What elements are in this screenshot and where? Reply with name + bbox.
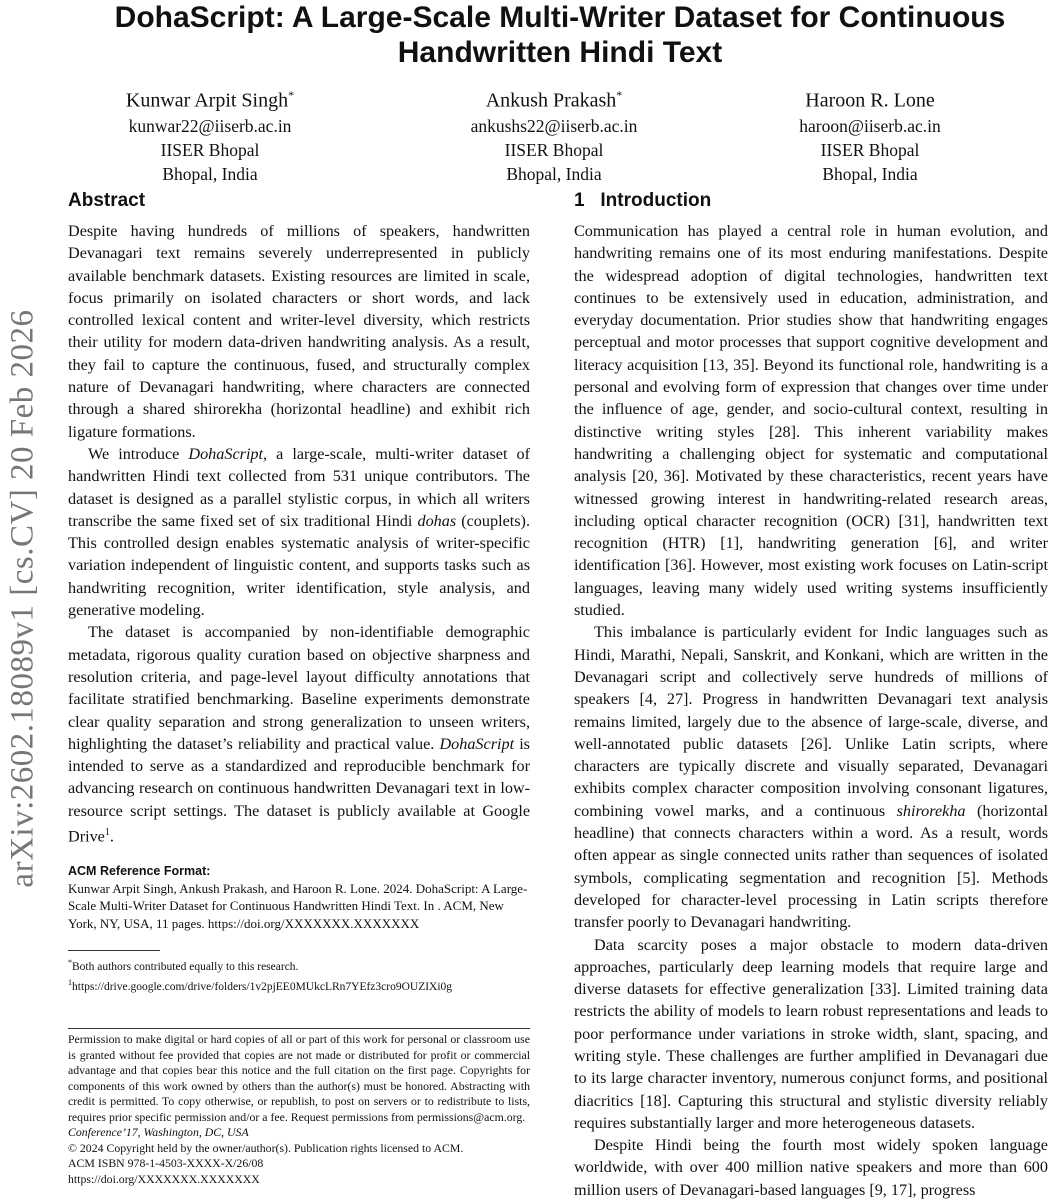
footnote-rule (68, 950, 160, 951)
author-name: Haroon R. Lone (805, 89, 935, 112)
author-name: Ankush Prakash (485, 89, 617, 112)
abstract-paragraph-3: The dataset is accompanied by non-identifiable demographic metadata, rigorous quality curation based on objective sharpness and resolution criteria, and page-level layout difficulty annotations that facilitate stratified benchmarking. Baseline experiments demonstrate clear quality separation and strong generalization to unseen writers, highlighting the dataset’s reliability and practical value. DohaScript is intended to serve as a standardized and reproducible benchmark for advancing research on continuous handwritten Devanagari text in low-resource script settings. The dataset is publicly available at Google Drive$^1$. (68, 623, 530, 846)
acm-reference-heading: ACM Reference Format: (68, 863, 211, 878)
intro-paragraph-4: Despite Hindi being the fourth most widely spoken language worldwide, with over 400 million native speakers and more than 600 million users of Devanagari-based languages [9, 17], progress (574, 1136, 1048, 1199)
copyright-line: © 2024 Copyright held by the owner/author(s). Publication rights licensed to ACM. (68, 1140, 464, 1155)
intro-paragraph-1: Communication has played a central role in human evolution, and handwriting remains one of its most enduring manifestations. Despite the widespread adoption of digital technologies, handwritten text continues to be extensively used in education, administration, and everyday documentation. Prior studies show that handwriting engages perceptual and motor processes that support cognitive development and literacy acquisition [13, 35]. Beyond its functional role, handwriting is a personal and evolving form of expression that changes over time under the influence of age, gender, and socio-cultural context, resulting in distinctive writing styles [28]. This inherent variability makes handwriting a challenging object for systematic and computational analysis [20, 36]. Motivated by these characteristics, recent years have witnessed growing interest in handwriting-related research areas, including optical character recognition (OCR) [31], handwritten text recognition (HTR) [1], handwriting generation [6], and writer identification [36]. However, most existing work focuses on Latin-script languages, leaving many widely used writing systems insufficiently studied. (574, 222, 1048, 620)
abstract-heading: Abstract (68, 190, 146, 211)
arxiv-identifier: arXiv:2602.18089v1 [cs.CV] 20 Feb 2026 (4, 308, 41, 888)
isbn-line: ACM ISBN 978-1-4503-XXXX-X/26/08 (68, 1156, 264, 1170)
footnote-1: *Both authors contributed equally to this research. (68, 958, 299, 973)
intro-paragraph-3: Data scarcity poses a major obstacle to modern data-driven approaches, particularly deep learning models that require large and diverse datasets for effective generalization [33]. Limited training data restricts the ability of models to learn robust representations and leads to poor performance under variations in stroke width, slant, spacing, and writing style. These challenges are further amplified in Devanagari due to its large character inventory, numerous conjunct forms, and positional diacritics [18]. Capturing this structural and stylistic diversity reliably requires substantially larger and more heterogeneous datasets. (574, 935, 1048, 1132)
author-1 (60, 82, 360, 186)
acm-reference-text: Kunwar Arpit Singh, Ankush Prakash, and Haroon R. Lone. 2024. DohaScript: A Large-Scale Multi-Writer Dataset for Continuous Handwritten Hindi Text. In . ACM, New York, NY, USA, 11 pages. https://doi.org/XXXXXXX.XXXXXXX (68, 880, 528, 931)
introduction-heading: 1 Introduction (574, 190, 712, 211)
author-location: Bhopal, India (162, 163, 258, 184)
equal-contribution-mark: * (288, 88, 295, 102)
author-name: Kunwar Arpit Singh (125, 89, 289, 112)
abstract-paragraph-2: We introduce DohaScript, a large-scale, multi-writer dataset of handwritten Hindi text collected from 531 unique contributors. The dataset is designed as a parallel stylistic corpus, in which all writers transcribe the same fixed set of six traditional Hindi dohas (couplets). This controlled design enables systematic analysis of writer-specific variation independent of linguistic content, and supports tasks such as handwriting recognition, writer identification, style analysis, and generative modeling. (68, 444, 530, 620)
author-2 (404, 82, 704, 186)
title-line-1: DohaScript: A Large-Scale Multi-Writer Dataset for Continuous (114, 1, 1006, 34)
conference-info: Conference’17, Washington, DC, USA (68, 1125, 249, 1139)
doi-link[interactable]: https://doi.org/XXXXXXX.XXXXXXX (68, 1171, 260, 1186)
footnotes (68, 955, 530, 996)
author-affiliation: IISER Bhopal (504, 139, 604, 160)
intro-paragraph-2: This imbalance is particularly evident for Indic languages such as Hindi, Marathi, Nepali, Sanskrit, and Konkani, which are written in the Devanagari script and collectively serve hundreds of millions of speakers [4, 27]. Progress in handwritten Devanagari text analysis remains limited, largely due to the absence of large-scale, diverse, and well-annotated public datasets [26]. Unlike Latin scripts, where characters are typically discrete and visually separated, Devanagari exhibits complex character composition involving consonant ligatures, combining vowel marks, and a continuous shirorekha (horizontal headline) that connects characters within a word. As a result, words often appear as single connected units rather than sequences of isolated symbols, complicating segmentation and recognition [5]. Methods developed for character-level processing in Latin scripts therefore transfer poorly to Devanagari handwriting. (574, 623, 1048, 932)
author-location: Bhopal, India (506, 163, 602, 184)
permission-block (68, 1028, 530, 1187)
footnote-2[interactable]: $^1$https://drive.google.com/drive/folders/1v2pjEE0MUkcLRn7YEfz3cro9OUZIXi0g (68, 978, 453, 994)
author-affiliation: IISER Bhopal (820, 139, 920, 160)
author-location: Bhopal, India (822, 163, 918, 184)
permission-text: Permission to make digital or hard copies of all or part of this work for personal or classroom use is granted without fee provided that copies are not made or distributed for profit or commercial advantage and that copies bear this notice and the full citation on the first page. Copyrights for components of this work owned by others than the author(s) must be honored. Abstracting with credit is permitted. To copy otherwise, or republish, to post on servers or to redistribute to lists, requires prior specific permission and/or a fee. Request permissions from permissions@acm.org. (68, 1032, 530, 1124)
footnote-ref[interactable]: 1 (104, 827, 110, 839)
author-block (60, 82, 1049, 184)
paper-title (60, 0, 1049, 70)
abstract-paragraph-1: Despite having hundreds of millions of speakers, handwritten Devanagari text remains severely underrepresented in publicly available benchmark datasets. Existing resources are limited in scale, focus primarily on isolated characters or short words, and lack controlled lexical content and writer-level diversity, which restricts their utility for modern data-driven handwriting analysis. As a result, they fail to capture the continuous, fused, and structurally complex nature of Devanagari handwriting, where characters are connected through a shared shirorekha (horizontal headline) and exhibit rich ligature formations. (68, 222, 530, 441)
drive-link[interactable]: https://drive.google.com/drive/folders/1v2pjEE0MUkcLRn7YEfz3cro9OUZIXi0g (72, 981, 453, 994)
title-line-2: Handwritten Hindi Text (397, 36, 723, 69)
author-email: ankushs22@iiserb.ac.in (470, 115, 638, 136)
left-column (68, 188, 530, 932)
author-email: kunwar22@iiserb.ac.in (128, 115, 292, 136)
author-3 (720, 82, 1020, 186)
equal-contribution-mark: * (616, 88, 623, 102)
right-column (574, 188, 1048, 1201)
author-email: haroon@iiserb.ac.in (799, 115, 941, 136)
author-affiliation: IISER Bhopal (160, 139, 260, 160)
